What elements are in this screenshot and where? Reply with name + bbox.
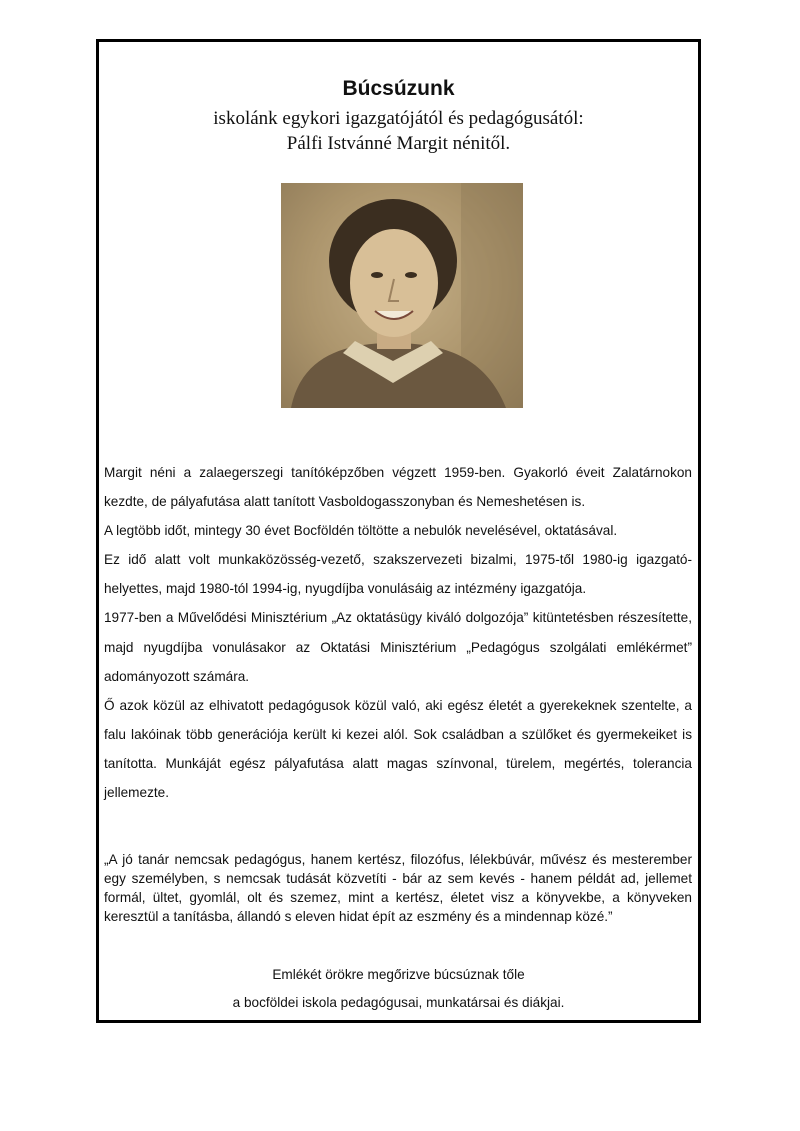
closing-line-1: Emlékét örökre megőrizve búcsúznak tőle	[272, 967, 525, 982]
quote: „A jó tanár nemcsak pedagógus, hanem kertész, filozófus, lélekbúvár, művész és mesterember egy személyben, s nemcsak tudását közvetíti - bár az sem kevés - hanem példát ad, jellemet formál, ültet, gyomlál, olt és szemez, mint a kertész, életet visz a könyvekbe, a könyveken keresztül a tanításba, állandó s eleven hidat épít az eszmény és a mindennap közé.”	[104, 852, 692, 924]
memorial-frame	[96, 39, 701, 1023]
biography	[104, 458, 692, 807]
closing	[99, 961, 698, 1017]
subtitle-line-1: iskolánk egykori igazgatójától és pedagógusától:	[213, 108, 584, 129]
closing-line-2: a bocföldei iskola pedagógusai, munkatársai és diákjai.	[232, 995, 565, 1010]
portrait-photo	[281, 183, 523, 408]
paragraph: Ő azok közül az elhivatott pedagógusok közül való, aki egész életét a gyerekeknek szentelte, a falu lakóinak több generációja került ki kezei alól. Sok családban a szülőket és gyermekeiket is tanította. Munkáját egész pályafutása alatt magas színvonal, türelem, megértés, tolerancia jellemezte.	[104, 697, 692, 801]
page-title: Búcsúzunk	[342, 77, 455, 100]
portrait-illustration	[281, 183, 523, 408]
subtitle-line-2: Pálfi Istvánné Margit nénitől.	[286, 133, 511, 154]
subtitle	[99, 106, 698, 156]
paragraph: 1977-ben a Művelődési Minisztérium „Az oktatásügy kiváló dolgozója” kitüntetésben részesítette, majd nyugdíjba vonulásakor az Oktatási Minisztérium „Pedagógus szolgálati emlékérmet” adományozott számára.	[104, 610, 692, 684]
paragraph: Margit néni a zalaegerszegi tanítóképzőben végzett 1959-ben. Gyakorló éveit Zalatárnokon kezdte, de pályafutása alatt tanított Vasboldogasszonyban és Nemeshetésen is.	[104, 465, 692, 510]
paragraph: A legtöbb időt, mintegy 30 évet Bocföldén töltötte a nebulók nevelésével, oktatásával.	[104, 523, 618, 539]
paragraph: Ez idő alatt volt munkaközösség-vezető, szakszervezeti bizalmi, 1975-től 1980-ig igazgató-helyettes, majd 1980-tól 1994-ig, nyugdíjba vonulásáig az intézmény igazgatója.	[104, 552, 692, 597]
